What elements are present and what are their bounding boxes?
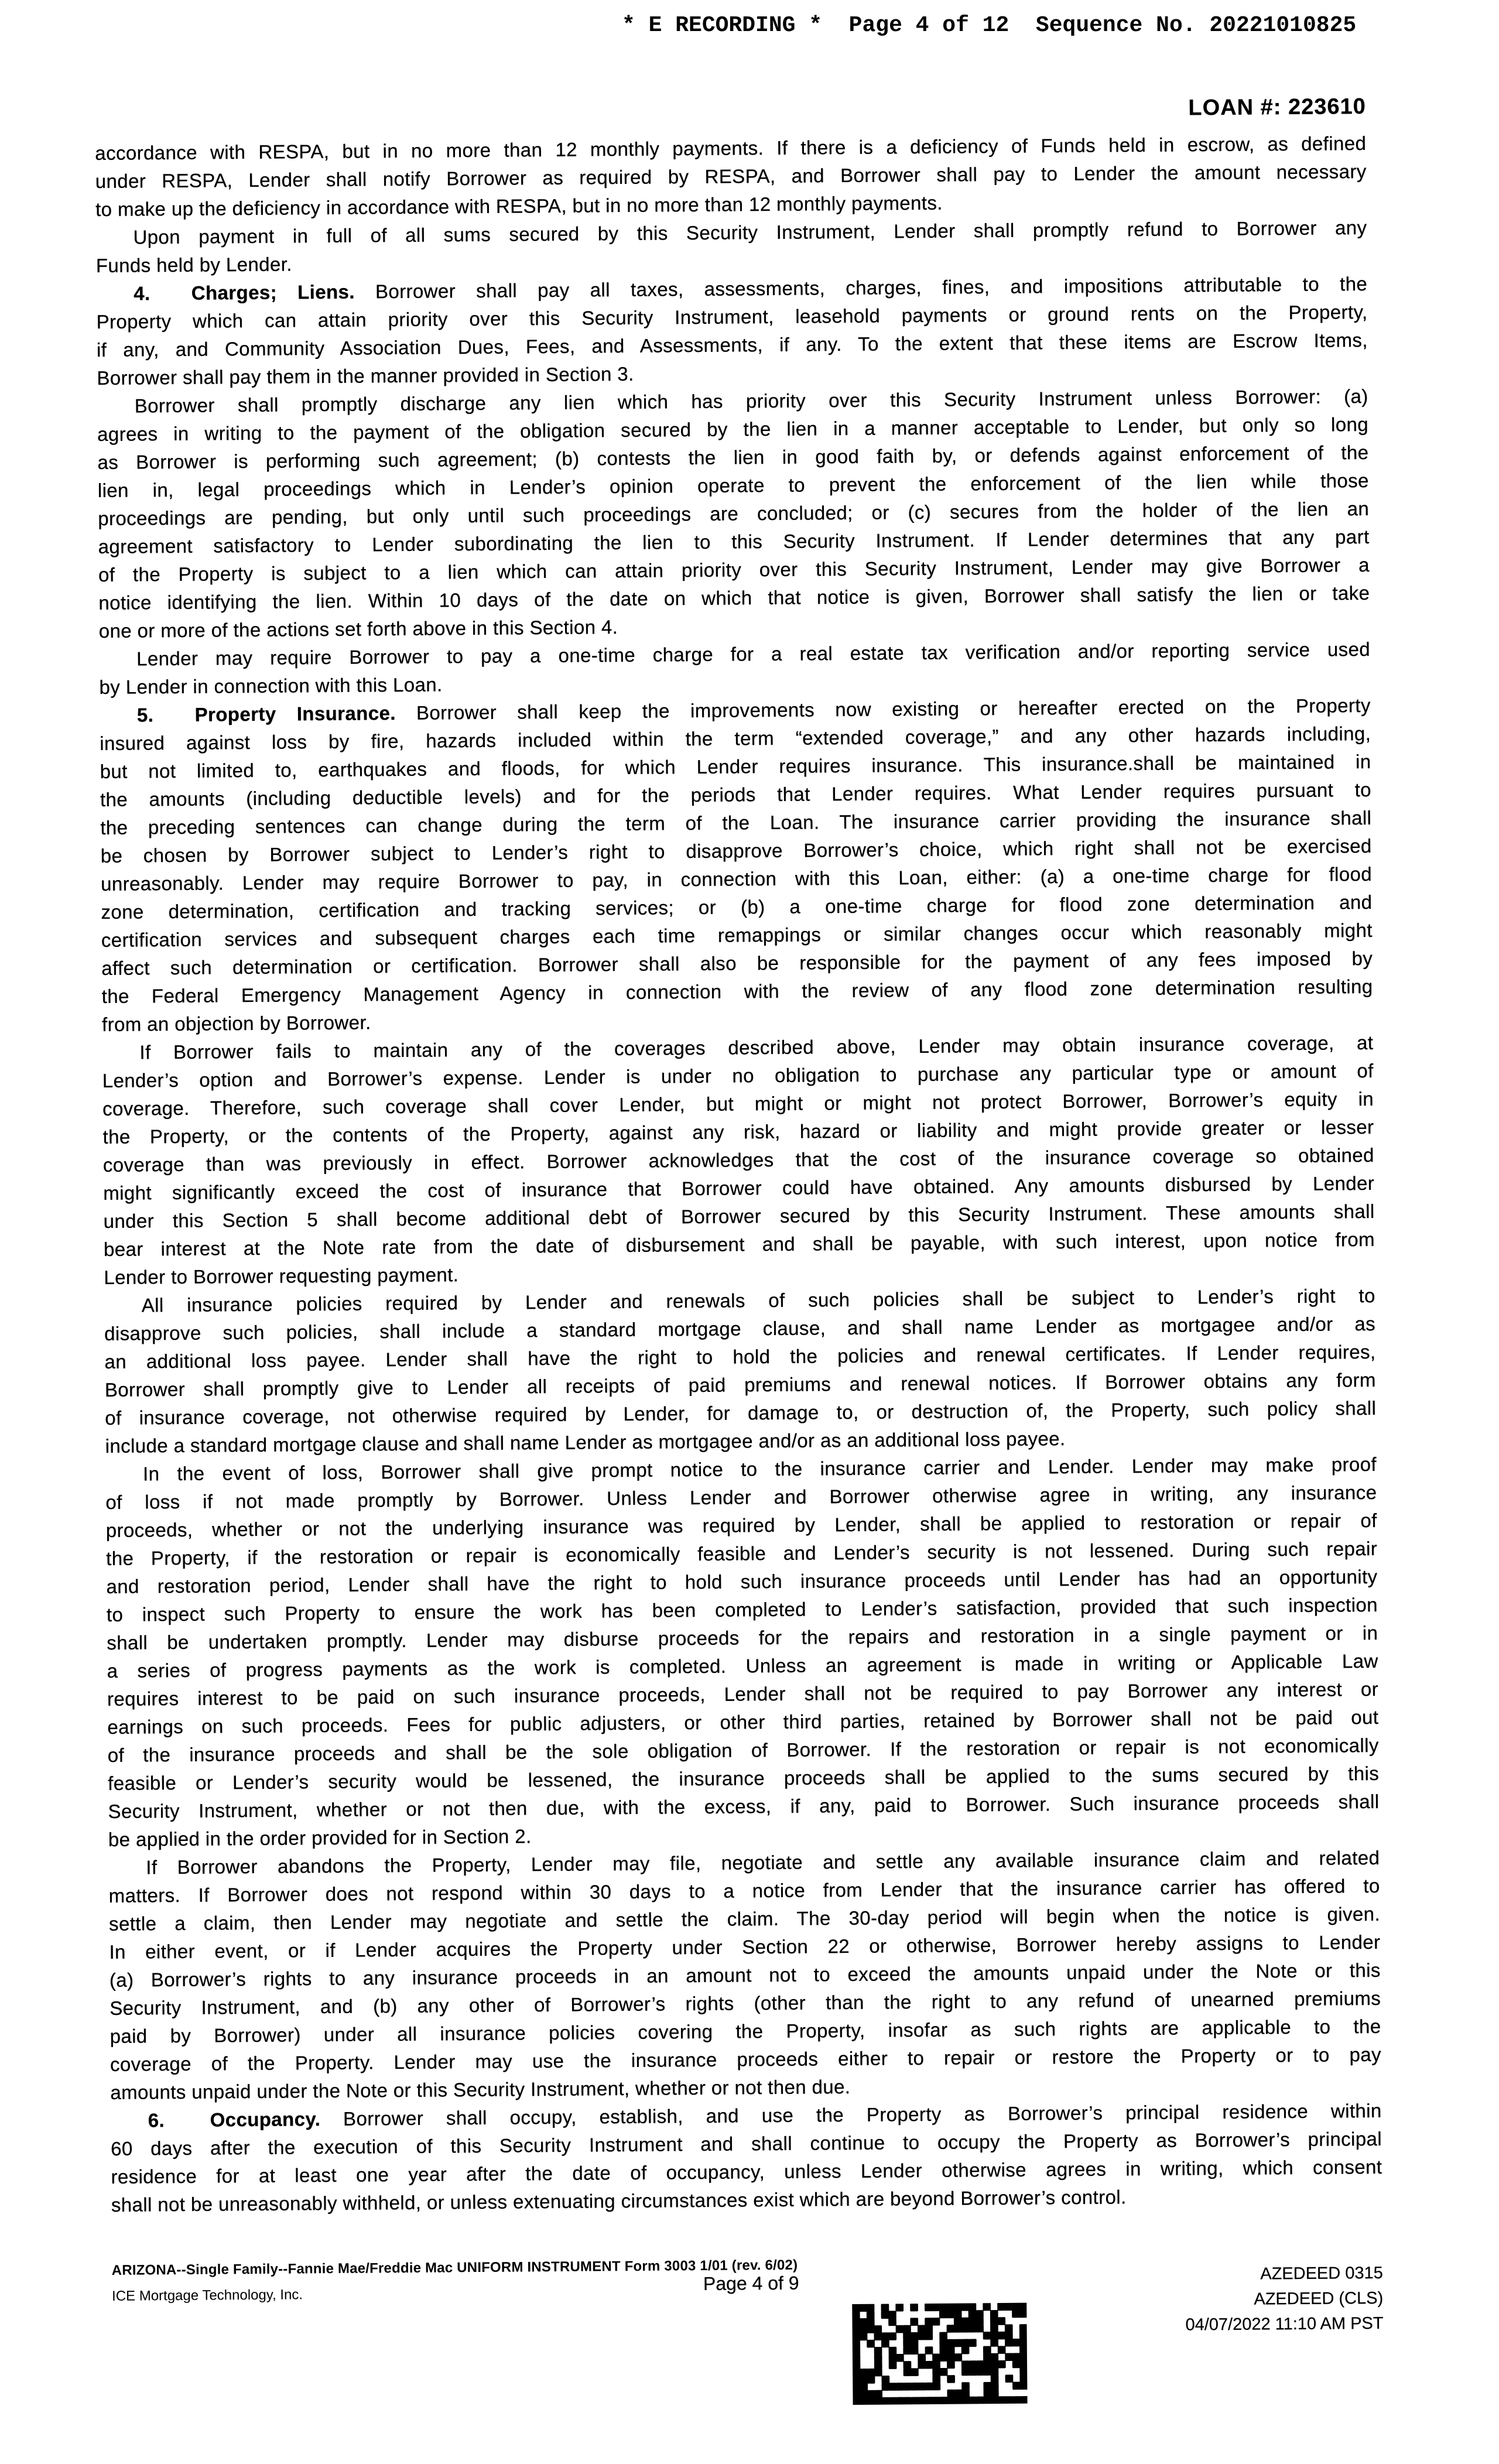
body-line: under RESPA, Lender shall notify Borrower as required by RESPA, and Borrower shall pay to Lender the amount necessary [95, 160, 1367, 193]
body-line: Funds held by Lender. [95, 253, 292, 277]
body-line: Property which can attain priority over this Security Instrument, leasehold payments or ground rents on the Property, [96, 300, 1368, 333]
body-line: accordance with RESPA, but in no more than 12 monthly payments. If there is a deficiency of Funds held in escrow, as defined [95, 132, 1367, 165]
body-line: if any, and Community Association Dues, Fees, and Assessments, if any. To the extent that these items are Escrow Items, [96, 328, 1368, 361]
body-line: 5. Property Insurance. Borrower shall keep the improvements now existing or hereafter erected on the Property [136, 694, 1371, 726]
body-line: agreement satisfactory to Lender subordinating the lien to this Security Instrument. If Lender determines that any part [98, 525, 1370, 558]
body-line: proceeds, whether or not the underlying insurance was required by Lender, shall be applied to restoration or repair of [105, 1509, 1377, 1541]
body-line: to inspect such Property to ensure the work has been completed to Lender’s satisfaction, provided that such inspection [106, 1593, 1378, 1625]
body-line: coverage of the Property. Lender may use the insurance proceeds either to repair or restore the Property or to pay [109, 2043, 1382, 2075]
body-line: the Federal Emergency Management Agency in connection with the review of any flood zone determination resulting [101, 975, 1373, 1008]
loan-number: LOAN #: 223610 [1188, 94, 1366, 121]
body-line: matters. If Borrower does not respond within 30 days to a notice from Lender that the insurance carrier has offered to [108, 1874, 1380, 1907]
body-line: amounts unpaid under the Note or this Security Instrument, whether or not then due. [110, 2076, 851, 2103]
body-line: the Property, if the restoration or repair is economically feasible and Lender’s security is not lessened. During such repair [106, 1537, 1378, 1569]
e-recording-header: * E RECORDING * Page 4 of 12 Sequence No. 20221010825 [622, 13, 1357, 38]
section-heading: 5. Property Insurance. [136, 702, 396, 726]
body-line: disapprove such policies, shall include a standard mortgage clause, and shall name Lender as mortgagee and/or as [104, 1312, 1376, 1344]
body-line: If Borrower fails to maintain any of the coverages described above, Lender may obtain insurance coverage, at [139, 1031, 1374, 1063]
body-line: a series of progress payments as the work is completed. Unless an agreement is made in writing or Applicable Law [107, 1649, 1378, 1682]
body-line: paid by Borrower) under all insurance policies covering the Property, insofar as such rights are applicable to the [109, 2015, 1381, 2047]
body-line: lien in, legal proceedings which in Lender’s opinion operate to prevent the enforcement of the lien while those [97, 469, 1369, 502]
body-line: settle a claim, then Lender may negotiate and settle the claim. The 30-day period will begin when the notice is given. [108, 1902, 1381, 1935]
body-line: bear interest at the Note rate from the date of disbursement and shall be payable, with such interest, upon notice from [103, 1228, 1375, 1260]
body-line: (a) Borrower’s rights to any insurance proceeds in an amount not to exceed the amounts unpaid under the Note or this [109, 1959, 1381, 1991]
body-line: of the Property is subject to a lien which can attain priority over this Security Instrument, Lender may give Borrower a [98, 553, 1370, 586]
body-line: be chosen by Borrower subject to Lender’s right to disapprove Borrower’s choice, which right shall not be exercised [100, 834, 1372, 867]
body-line: but not limited to, earthquakes and floods, for which Lender requires insurance. This insurance.shall be maintained in [100, 750, 1371, 783]
body-line: shall not be unreasonably withheld, or unless extenuating circumstances exist which are beyond Borrower’s control. [111, 2186, 1127, 2216]
datamatrix-barcode [852, 2303, 1027, 2405]
footer-company-name: ICE Mortgage Technology, Inc. [111, 2287, 303, 2304]
footer-form-line: ARIZONA--Single Family--Fannie Mae/Freddie Mac UNIFORM INSTRUMENT Form 3003 1/01 (rev. 6/02) [111, 2257, 798, 2278]
body-line: 4. Charges; Liens. Borrower shall pay all taxes, assessments, charges, fines, and impositions attributable to the [134, 272, 1368, 304]
body-line: of insurance coverage, not otherwise required by Lender, for damage to, or destruction of, the Property, such policy shall [105, 1397, 1377, 1429]
body-line: as Borrower is performing such agreement; (b) contests the lien in good faith by, or defends against enforcement of the [97, 441, 1369, 474]
body-line: 60 days after the execution of this Security Instrument and shall continue to occupy the Property as Borrower’s principal [110, 2127, 1382, 2160]
section-heading: 4. Charges; Liens. [134, 280, 355, 304]
footer-page-indicator: Page 4 of 9 [703, 2272, 799, 2295]
body-line: include a standard mortgage clause and shall name Lender as mortgagee and/or as an additional loss payee. [105, 1428, 1066, 1457]
body-line: Upon payment in full of all sums secured by this Security Instrument, Lender shall promptly refund to Borrower any [133, 216, 1367, 248]
body-line: 6. Occupancy. Borrower shall occupy, establish, and use the Property as Borrower’s principal residence within [148, 2099, 1382, 2131]
body-line: shall be undertaken promptly. Lender may disburse proceeds for the repairs and restoration in a single payment or in [107, 1621, 1378, 1654]
body-line: one or more of the actions set forth above in this Section 4. [98, 616, 618, 642]
body-line: proceedings are pending, but only until such proceedings are concluded; or (c) secures from the holder of the lien an [98, 497, 1370, 530]
section-heading: 6. Occupancy. [148, 2108, 321, 2131]
body-line: be applied in the order provided for in Section 2. [108, 1825, 532, 1850]
footer-doc-code-2: AZEDEED (CLS) [1254, 2288, 1384, 2309]
body-line: coverage than was previously in effect. Borrower acknowledges that the cost of the insurance coverage so obtained [102, 1144, 1374, 1176]
body-line: zone determination, certification and tracking services; or (b) a one-time charge for flood zone determination and [101, 891, 1373, 923]
body-line: Borrower shall promptly give to Lender all receipts of paid premiums and renewal notices. If Borrower obtains any form [104, 1368, 1377, 1401]
body-line: of loss if not made promptly by Borrower. Unless Lender and Borrower otherwise agree in writing, any insurance [105, 1481, 1377, 1513]
body-line: In either event, or if Lender acquires the Property under Section 22 or otherwise, Borrower hereby assigns to Lender [109, 1931, 1381, 1963]
body-line: If Borrower abandons the Property, Lender may file, negotiate and settle any available insurance claim and related [146, 1846, 1380, 1878]
document-body [95, 129, 1382, 2219]
body-line: affect such determination or certification. Borrower shall also be responsible for the payment of any fees imposed by [101, 947, 1373, 980]
body-line: from an objection by Borrower. [101, 1011, 371, 1036]
body-line: agrees in writing to the payment of the obligation secured by the lien in a manner acceptable to Lender, but only so long [97, 413, 1369, 446]
footer-timestamp: 04/07/2022 11:10 AM PST [1185, 2314, 1384, 2335]
body-line: coverage. Therefore, such coverage shall cover Lender, but might or might not protect Borrower, Borrower’s equity in [102, 1087, 1374, 1120]
body-line: the amounts (including deductible levels) and for the periods that Lender requires. What Lender requires pursuant to [100, 778, 1372, 811]
body-line: of the insurance proceeds and shall be the sole obligation of Borrower. If the restoration or repair is not economically [107, 1734, 1379, 1766]
body-line: might significantly exceed the cost of insurance that Borrower could have obtained. Any amounts disbursed by Lender [103, 1172, 1375, 1204]
body-line: Lender may require Borrower to pay a one-time charge for a real estate tax verification and/or reporting service used [136, 638, 1371, 670]
body-line: to make up the deficiency in accordance with RESPA, but in no more than 12 monthly payments. [95, 191, 943, 221]
body-line: the Property, or the contents of the Property, against any risk, hazard or liability and might provide greater or lesser [102, 1115, 1374, 1148]
body-line: All insurance policies required by Lender and renewals of such policies shall be subject to Lender’s right to [141, 1284, 1375, 1316]
body-line: unreasonably. Lender may require Borrower to pay, in connection with this Loan, either: (a) a one-time charge for flood [101, 863, 1373, 895]
body-line: Security Instrument, and (b) any other of Borrower’s rights (other than the right to any refund of unearned premiums [109, 1987, 1381, 2019]
body-line: an additional loss payee. Lender shall have the right to hold the policies and renewal certificates. If Lender requires, [104, 1340, 1376, 1373]
body-line: feasible or Lender’s security would be lessened, the insurance proceeds shall be applied to the sums secured by this [108, 1762, 1380, 1794]
body-line: under this Section 5 shall become additional debt of Borrower secured by this Security Instrument. These amounts shall [103, 1200, 1375, 1232]
body-line: Lender’s option and Borrower’s expense. Lender is under no obligation to purchase any particular type or amount of [102, 1059, 1374, 1092]
footer-doc-codes [1185, 2261, 1384, 2338]
body-line: Borrower shall pay them in the manner provided in Section 3. [97, 362, 634, 389]
body-line: Lender to Borrower requesting payment. [104, 1264, 459, 1288]
body-line: by Lender in connection with this Loan. [99, 673, 443, 699]
body-line: certification services and subsequent charges each time remappings or similar changes occur which reasonably might [101, 919, 1373, 952]
body-line: Borrower shall promptly discharge any lien which has priority over this Security Instrument unless Borrower: (a) [134, 385, 1368, 417]
body-line: earnings on such proceeds. Fees for public adjusters, or other third parties, retained by Borrower shall not be paid out [107, 1706, 1379, 1738]
body-line: notice identifying the lien. Within 10 days of the date on which that notice is given, Borrower shall satisfy the lien or take [98, 581, 1370, 614]
body-line: requires interest to be paid on such insurance proceeds, Lender shall not be required to pay Borrower any interest or [107, 1678, 1379, 1710]
body-line: Security Instrument, whether or not then due, with the excess, if any, paid to Borrower. Such insurance proceeds shall [108, 1790, 1380, 1822]
body-line: insured against loss by fire, hazards included within the term “extended coverage,” and any other hazards including, [100, 722, 1371, 755]
body-line: the preceding sentences can change during the term of the Loan. The insurance carrier providing the insurance shall [100, 806, 1372, 839]
body-line: and restoration period, Lender shall have the right to hold such insurance proceeds until Lender has had an opportunity [106, 1565, 1378, 1597]
body-line: In the event of loss, Borrower shall give prompt notice to the insurance carrier and Lender. Lender may make proof [142, 1453, 1377, 1485]
footer-doc-code-1: AZEDEED 0315 [1260, 2263, 1383, 2284]
body-line: residence for at least one year after the date of occupancy, unless Lender otherwise agrees in writing, which consent [111, 2155, 1382, 2188]
